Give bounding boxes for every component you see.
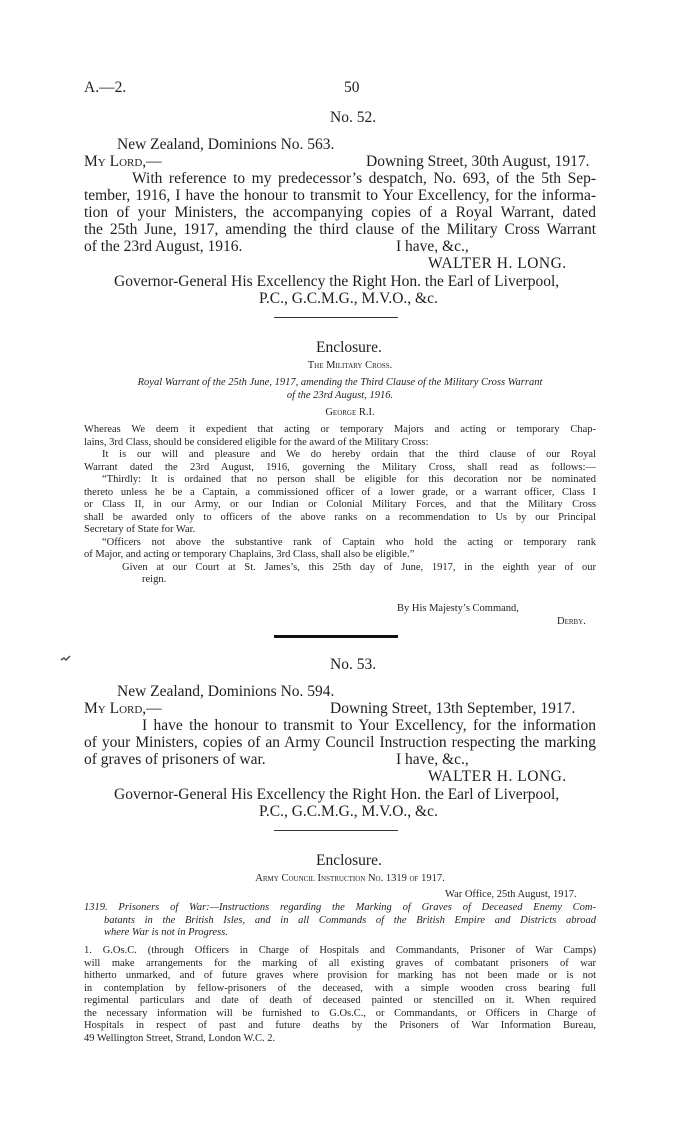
- closing: I have, &c.,: [396, 751, 469, 768]
- recipient-line-2: P.C., G.C.M.G., M.V.O., &c.: [259, 803, 438, 820]
- warrant-line: Whereas We deem it expedient that acting or temporary Majors and acting or temporary Chap-: [84, 424, 596, 435]
- despatch-body: [84, 717, 596, 768]
- warrant-line: thereto unless he be a Captain, a commissioned officer of a lower grade, or a warrant officer, Class I: [84, 486, 596, 498]
- signature: WALTER H. LONG.: [428, 255, 567, 272]
- divider: [274, 317, 398, 318]
- page-reference: A.—2.: [84, 79, 127, 96]
- given-line: Given at our Court at St. James’s, this 25th day of June, 1917, in the eighth year of our: [122, 561, 596, 573]
- salutation: My Lord,—: [84, 153, 162, 170]
- signed-derby: Derby.: [557, 616, 586, 627]
- body-line: of graves of prisoners of war.: [84, 751, 266, 768]
- despatch-body: [84, 170, 596, 255]
- enclosure-title: The Military Cross.: [307, 360, 393, 371]
- given-line: reign.: [142, 574, 167, 585]
- heading-line: 1319. Prisoners of War:—Instructions regarding the Marking of Graves of Deceased Enemy Com-: [84, 902, 596, 913]
- instruction-heading: [84, 902, 596, 940]
- section-divider: [274, 635, 398, 638]
- body-line: tion of your Ministers, the accompanying copies of a Royal Warrant, dated: [84, 204, 596, 221]
- despatch-number: No. 52.: [330, 109, 377, 126]
- warrant-line: “Thirdly: It is ordained that no person shall be eligible for this decoration nor be nominated: [102, 474, 596, 485]
- enclosure-heading: Enclosure.: [316, 852, 382, 869]
- command-line: By His Majesty’s Command,: [397, 603, 519, 614]
- body-line: tember, 1916, I have the honour to transmit to Your Excellency, for the informa-: [84, 187, 596, 204]
- instruction-title: Army Council Instruction No. 1319 of 1917.: [255, 873, 445, 884]
- addressee: New Zealand, Dominions No. 594.: [117, 683, 335, 700]
- warrant-line: It is our will and pleasure and We do hereby ordain that the third clause of our Royal: [102, 449, 596, 460]
- warrant-line: lains, 3rd Class, should be considered eligible for the award of the Military Cross:: [84, 436, 429, 448]
- body-line: 1. G.Os.C. (through Officers in Charge of Hospitals and Commandants, Prisoner of War Camps): [84, 945, 596, 956]
- warrant-text: [84, 424, 596, 587]
- instruction-body: [84, 945, 596, 1045]
- body-line: of the 23rd August, 1916.: [84, 238, 243, 255]
- closing: I have, &c.,: [396, 238, 469, 255]
- body-line: 49 Wellington Street, Strand, London W.C. 2.: [84, 1032, 276, 1044]
- salutation: My Lord,—: [84, 700, 162, 717]
- warrant-line: of Major, and acting or temporary Chaplains, 3rd Class, shall also be eligible.”: [84, 549, 415, 560]
- heading-line: where War is not in Progress.: [104, 927, 228, 938]
- body-line: With reference to my predecessor’s despatch, No. 693, of the 5th Sep-: [132, 170, 596, 187]
- warrant-line: or Class II, in our Army, or our Indian or Colonial Military Forces, and that the Military Cross: [84, 499, 596, 510]
- warrant-subtitle: of the 23rd August, 1916.: [286, 390, 394, 401]
- body-line: Hospitals in respect of past and future deaths by the Prisoners of War Information Bureau,: [84, 1020, 596, 1031]
- heading-line: batants in the British Isles, and in all Commands of the British Empire and Districts abroad: [104, 914, 596, 926]
- body-last-line: [84, 238, 596, 255]
- body-line: in contemplation by fellow-prisoners of the deceased, with a simple wooden cross bearing full: [84, 982, 596, 994]
- body-line: I have the honour to transmit to Your Excellency, for the information: [142, 717, 596, 734]
- body-line: of your Ministers, copies of an Army Council Instruction respecting the marking: [84, 734, 596, 751]
- page-number: 50: [344, 79, 360, 96]
- divider: [274, 830, 398, 831]
- body-line: regimental particulars and date of death of deceased painted or stencilled on it. When required: [84, 995, 596, 1006]
- war-office-dateline: War Office, 25th August, 1917.: [445, 889, 577, 900]
- warrant-line: Warrant dated the 23rd August, 1916, governing the Military Cross, shall read as follows:—: [84, 461, 596, 473]
- sovereign: George R.I.: [325, 407, 375, 418]
- body-line: hitherto unmarked, and of future graves where provision for marking has not been made or is not: [84, 970, 596, 981]
- body-line: will make arrangements for the marking of all existing graves of combatant prisoners of war: [84, 957, 596, 969]
- warrant-line: shall be awarded only to officers of the above ranks on a recommendation to Us by our Principal: [84, 511, 596, 523]
- stray-mark-icon: [60, 655, 74, 663]
- recipient-line-1: Governor-General His Excellency the Right Hon. the Earl of Liverpool,: [114, 786, 560, 803]
- signature: WALTER H. LONG.: [428, 768, 567, 785]
- dateline: Downing Street, 13th September, 1917.: [330, 700, 576, 717]
- warrant-subtitle: Royal Warrant of the 25th June, 1917, amending the Third Clause of the Military Cross Warrant: [137, 377, 543, 388]
- body-line: the necessary information will be furnished to G.Os.C., or Commandants, or Officers in Charge of: [84, 1007, 596, 1019]
- despatch-number: No. 53.: [330, 656, 377, 673]
- warrant-line: Secretary of State for War.: [84, 524, 196, 535]
- addressee: New Zealand, Dominions No. 563.: [117, 136, 335, 153]
- recipient-line-1: Governor-General His Excellency the Right Hon. the Earl of Liverpool,: [114, 273, 560, 290]
- body-line: the 25th June, 1917, amending the third clause of the Military Cross Warrant: [84, 221, 596, 238]
- body-last-line: [84, 751, 596, 768]
- dateline: Downing Street, 30th August, 1917.: [366, 153, 590, 170]
- recipient-line-2: P.C., G.C.M.G., M.V.O., &c.: [259, 290, 438, 307]
- warrant-line: “Officers not above the substantive rank of Captain who hold the acting or temporary rank: [102, 536, 596, 548]
- enclosure-heading: Enclosure.: [316, 339, 382, 356]
